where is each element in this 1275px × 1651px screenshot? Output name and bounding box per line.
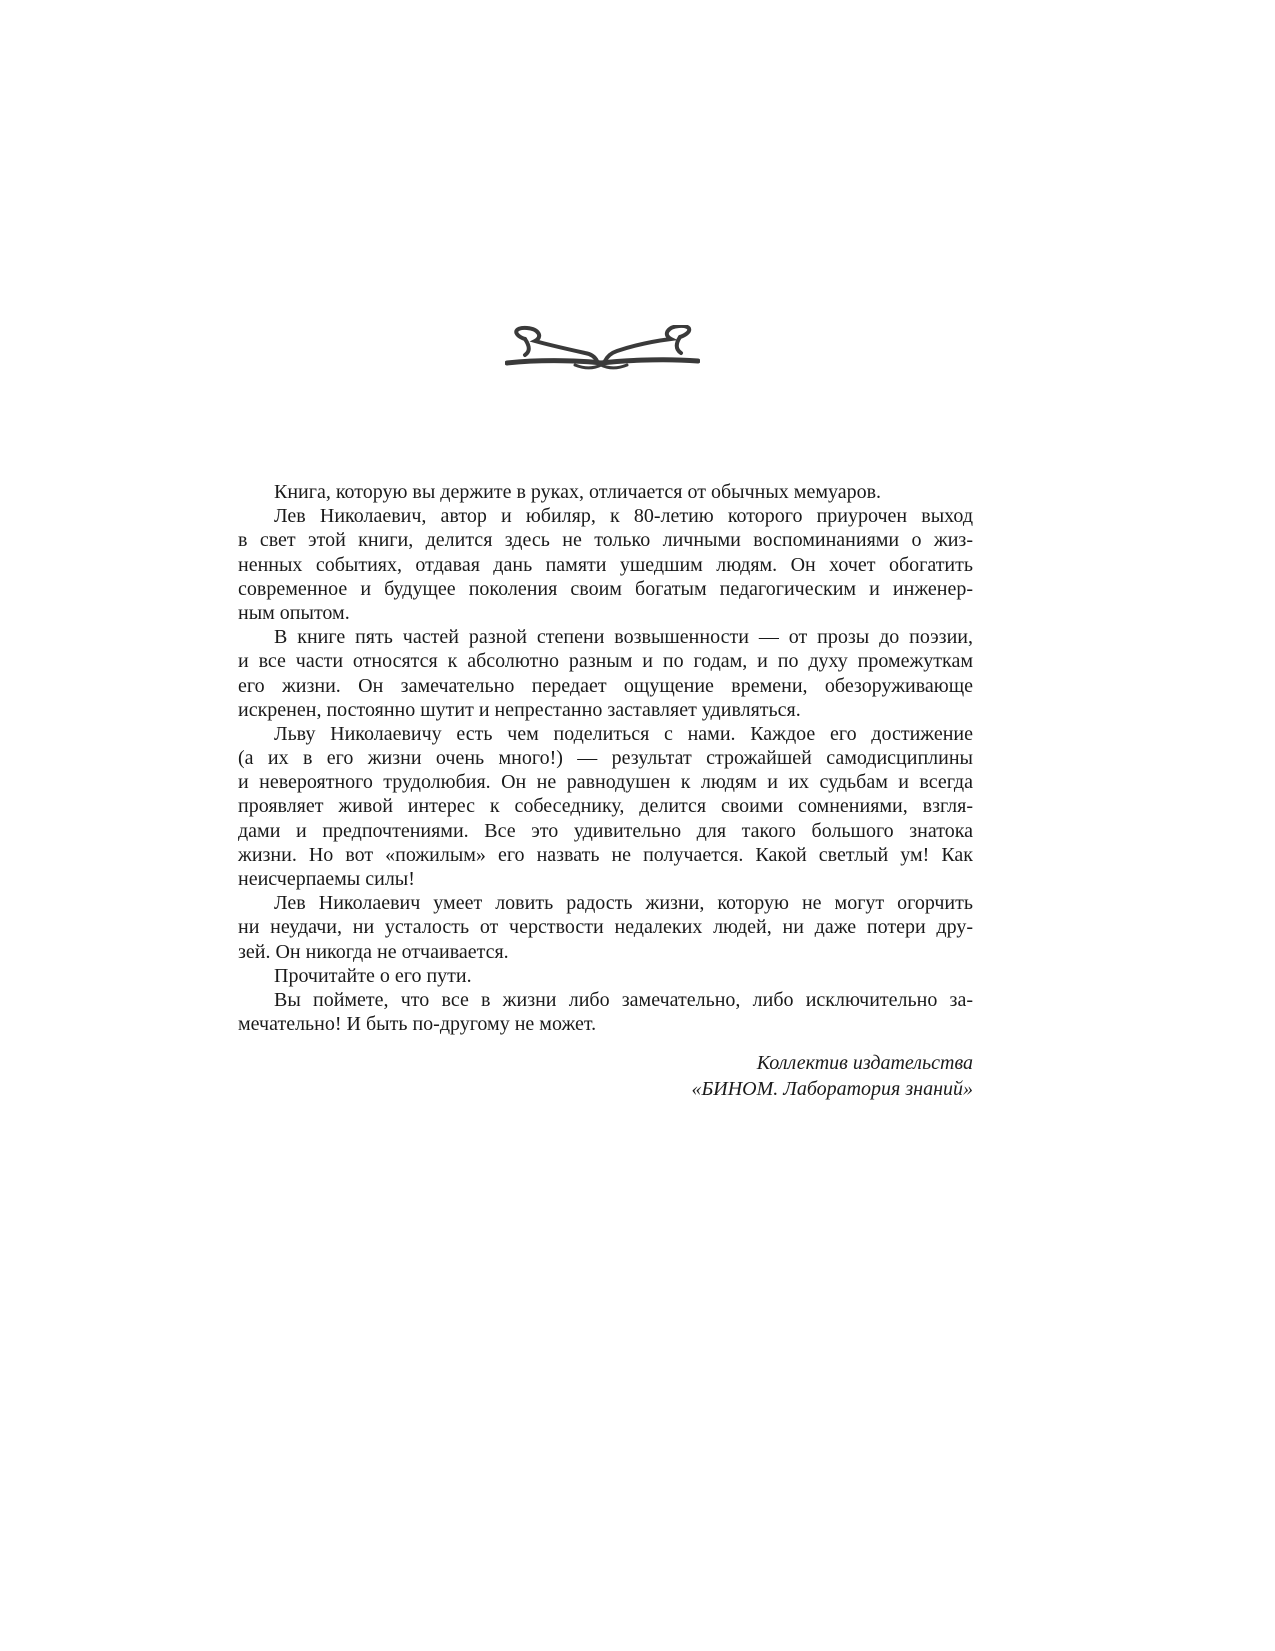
paragraph-4-line-6: жизни. Но вот «пожилым» его назвать не получается. Какой светлый ум! Как (238, 843, 973, 866)
decorative-swash-ornament-icon (505, 325, 700, 373)
paragraph-2-line-2: в свет этой книги, делится здесь не только личными воспоминаниями о жиз- (238, 529, 973, 552)
foreword-body (238, 480, 973, 1036)
paragraph-3-line-1: В книге пять частей разной степени возвышенности — от прозы до поэзии, (274, 626, 973, 649)
paragraph-2-line-3: ненных событиях, отдавая дань памяти ушедшим людям. Он хочет обогатить (238, 553, 973, 576)
paragraph-6-line-1: Прочитайте о его пути. (274, 964, 472, 987)
paragraph-7-line-2: мечательно! И быть по-другому не может. (238, 1013, 597, 1036)
signature-line-2: «БИНОМ. Лаборатория знаний» (691, 1078, 973, 1100)
paragraph-4-line-4: проявляет живой интерес к собеседнику, делится своими сомнениями, взгля- (238, 795, 973, 818)
paragraph-2-line-4: современное и будущее поколения своим богатым педагогическим и инженер- (238, 577, 973, 600)
publisher-signature (691, 1050, 973, 1102)
signature-line-1: Коллектив издательства (756, 1052, 973, 1074)
paragraph-3-line-3: его жизни. Он замечательно передает ощущение времени, обезоруживающе (238, 674, 973, 697)
paragraph-4-line-3: и невероятного трудолюбия. Он не равнодушен к людям и их судьбам и всегда (238, 771, 973, 794)
paragraph-1-line-1: Книга, которую вы держите в руках, отличается от обычных мемуаров. (274, 481, 882, 503)
paragraph-3-line-2: и все части относятся к абсолютно разным и по годам, и по духу промежуткам (238, 650, 973, 673)
paragraph-4-line-5: дами и предпочтениями. Все это удивительно для такого большого знатока (238, 819, 973, 842)
paragraph-5-line-3: зей. Он никогда не отчаивается. (238, 940, 509, 963)
paragraph-5-line-1: Лев Николаевич умеет ловить радость жизни, которую не могут огорчить (274, 892, 973, 915)
paragraph-3-line-4: искренен, постоянно шутит и непрестанно заставляет удивляться. (238, 698, 801, 721)
paragraph-4-line-2: (а их в его жизни очень много!) — результат строжайшей самодисциплины (238, 747, 973, 770)
paragraph-4-line-1: Льву Николаевичу есть чем поделиться с нами. Каждое его достижение (274, 722, 973, 745)
paragraph-4-line-7: неисчерпаемы силы! (238, 868, 415, 890)
paragraph-2-line-1: Лев Николаевич, автор и юбиляр, к 80-летию которого приурочен выход (274, 505, 973, 528)
paragraph-2-line-5: ным опытом. (238, 601, 350, 624)
paragraph-7-line-1: Вы поймете, что все в жизни либо замечательно, либо исключительно за- (274, 988, 973, 1011)
paragraph-5-line-2: ни неудачи, ни усталость от черствости недалеких людей, ни даже потери дру- (238, 916, 973, 939)
